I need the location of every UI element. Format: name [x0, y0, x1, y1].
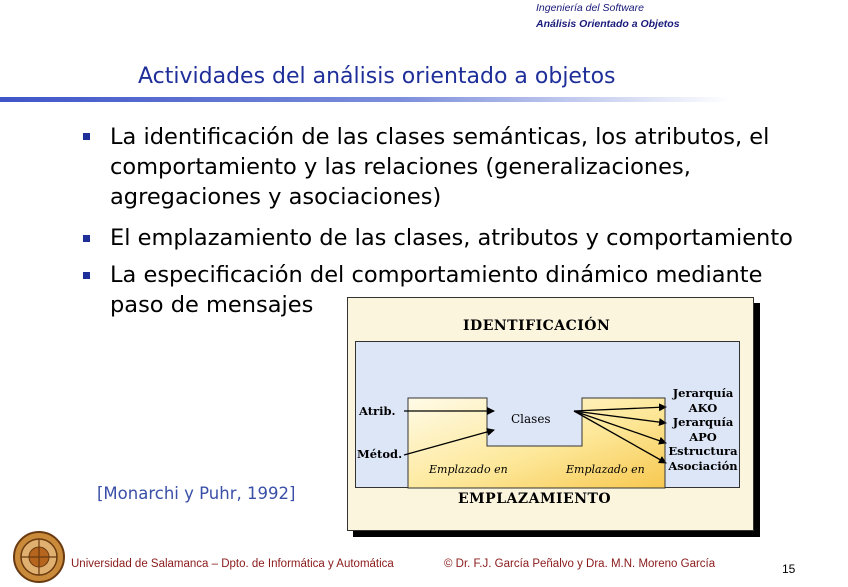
- relation-label: AKO: [688, 400, 718, 415]
- relation-label: Jerarquía: [672, 415, 734, 429]
- bullet-1-line-2: comportamiento y las relaciones (generalizaciones,: [110, 154, 691, 180]
- relation-label: Jerarquía: [672, 386, 734, 400]
- header-subject: Ingeniería del Software: [536, 2, 644, 14]
- methods-label: Métod.: [357, 447, 403, 461]
- footer-institution: Universidad de Salamanca – Dpto. de Informática y Automática: [71, 558, 394, 570]
- placed-in-label-1: Emplazado en: [429, 463, 508, 476]
- page-number: 15: [782, 562, 796, 576]
- citation: [Monarchi y Puhr, 1992]: [97, 484, 296, 503]
- relation-label: Estructura: [668, 444, 738, 458]
- relation-label: Asociación: [668, 458, 738, 473]
- attributes-label: Atrib.: [359, 404, 396, 418]
- relation-label: APO: [689, 429, 717, 444]
- placed-in-label-2: Emplazado en: [566, 463, 645, 476]
- header-topic: Análisis Orientado a Objetos: [536, 18, 680, 30]
- bullet-3-line-2: paso de mensajes: [110, 292, 314, 318]
- diagram-bottom-title: EMPLAZAMIENTO: [458, 491, 612, 507]
- bullet-1-line-1: La identificación de las clases semánticas, los atributos, el: [110, 124, 770, 150]
- university-seal-icon: [12, 530, 66, 584]
- classes-label: Clases: [511, 412, 551, 426]
- diagram-top-title: IDENTIFICACIÓN: [463, 318, 611, 334]
- footer-authors: © Dr. F.J. García Peñalvo y Dra. M.N. Moreno García: [444, 558, 716, 570]
- relations-list: [665, 386, 741, 473]
- slide-title: Actividades del análisis orientado a objetos: [138, 64, 616, 89]
- bullet-2-line-1: El emplazamiento de las clases, atributos y comportamiento: [110, 225, 793, 251]
- bullet-1-line-3: agregaciones y asociaciones): [110, 184, 442, 210]
- bullet-3-line-1: La especificación del comportamiento dinámico mediante: [110, 262, 763, 288]
